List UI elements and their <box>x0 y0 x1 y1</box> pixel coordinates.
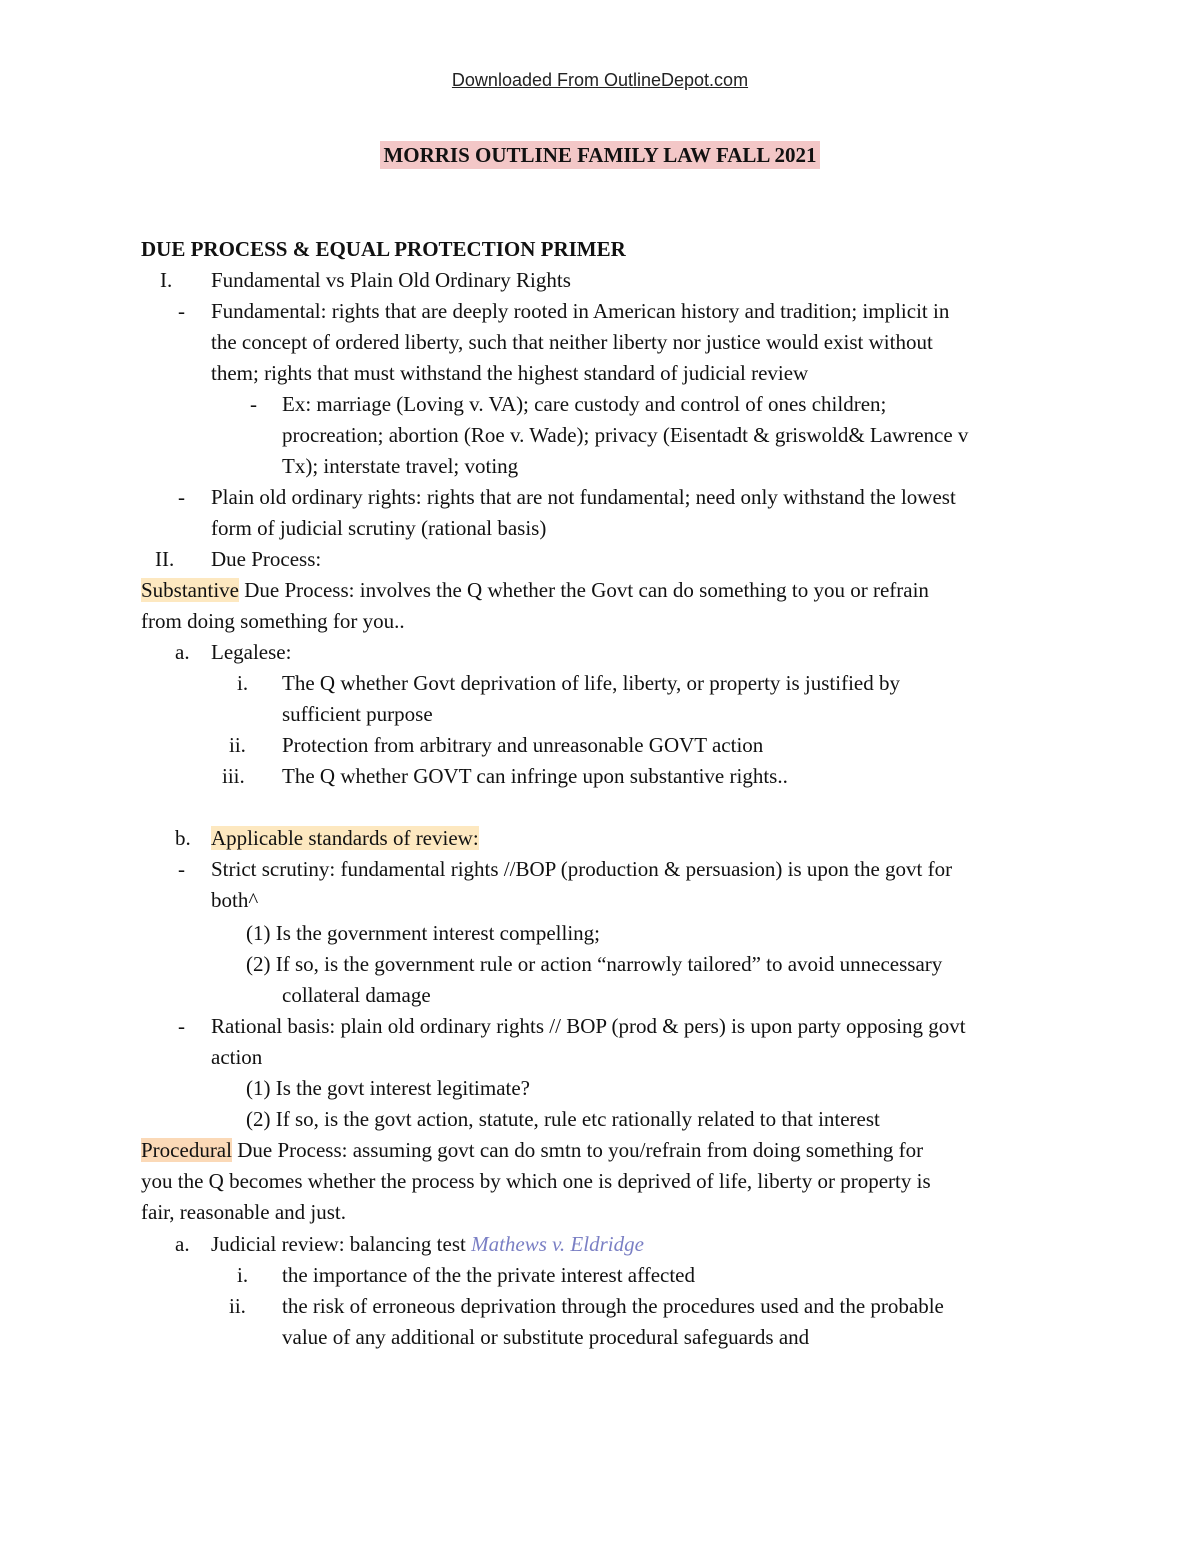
paragraph-line: you the Q becomes whether the process by which one is deprived of life, liberty or property is <box>141 1169 931 1193</box>
list-marker: ii. <box>229 1294 246 1318</box>
list-item: the importance of the the private interest affected <box>282 1263 696 1287</box>
list-item-continuation: action <box>211 1045 263 1069</box>
bullet-marker: - <box>250 392 257 416</box>
list-item: Fundamental vs Plain Old Ordinary Rights <box>211 268 571 292</box>
list-marker: I. <box>160 268 173 292</box>
numbered-item: (1) Is the government interest compelling; <box>246 921 600 945</box>
list-item-text: Judicial review: balancing test <box>211 1232 472 1256</box>
list-marker: i. <box>237 1263 249 1287</box>
list-item-continuation: the concept of ordered liberty, such that neither liberty nor justice would exist without <box>211 330 933 354</box>
list-item-continuation: value of any additional or substitute procedural safeguards and <box>282 1325 810 1349</box>
list-item <box>211 826 479 850</box>
list-item-continuation: sufficient purpose <box>282 702 433 726</box>
numbered-item: (1) Is the govt interest legitimate? <box>246 1076 530 1100</box>
numbered-item: (2) If so, is the government rule or action “narrowly tailored” to avoid unnecessary <box>246 952 943 976</box>
list-marker: a. <box>175 1232 190 1256</box>
bullet-marker: - <box>178 857 185 881</box>
list-marker: iii. <box>222 764 245 788</box>
list-item: Ex: marriage (Loving v. VA); care custody and control of ones children; <box>282 392 887 416</box>
bullet-marker: - <box>178 299 185 323</box>
list-item: Plain old ordinary rights: rights that are not fundamental; need only withstand the lowest <box>211 485 956 509</box>
paragraph-line <box>141 1138 923 1162</box>
paragraph-line: from doing something for you.. <box>141 609 405 633</box>
numbered-item: (2) If so, is the govt action, statute, rule etc rationally related to that interest <box>246 1107 880 1131</box>
paragraph-text: Due Process: involves the Q whether the Govt can do something to you or refrain <box>239 578 929 602</box>
list-item: Legalese: <box>211 640 292 664</box>
source-link[interactable]: Downloaded From OutlineDepot.com <box>451 70 749 90</box>
list-item-continuation: form of judicial scrutiny (rational basis) <box>211 516 547 540</box>
list-item: the risk of erroneous deprivation through the procedures used and the probable <box>282 1294 944 1318</box>
list-marker: a. <box>175 640 190 664</box>
list-item: The Q whether GOVT can infringe upon substantive rights.. <box>282 764 788 788</box>
list-item-continuation: both^ <box>211 888 259 912</box>
document-title: MORRIS OUTLINE FAMILY LAW FALL 2021 <box>380 141 819 169</box>
bullet-marker: - <box>178 485 185 509</box>
highlighted-term: Procedural <box>141 1138 232 1162</box>
document-title-row <box>0 143 1200 168</box>
section-heading: DUE PROCESS & EQUAL PROTECTION PRIMER <box>141 237 626 261</box>
list-item-continuation: collateral damage <box>282 983 431 1007</box>
list-item: The Q whether Govt deprivation of life, liberty, or property is justified by <box>282 671 900 695</box>
bullet-marker: - <box>178 1014 185 1038</box>
list-item: Due Process: <box>211 547 322 571</box>
paragraph-text: Due Process: assuming govt can do smtn to you/refrain from doing something for <box>231 1138 924 1162</box>
list-item-continuation: procreation; abortion (Roe v. Wade); privacy (Eisentadt & griswold& Lawrence v <box>282 423 969 447</box>
list-marker: b. <box>175 826 191 850</box>
case-citation: Mathews v. Eldridge <box>471 1232 644 1256</box>
list-marker: II. <box>155 547 175 571</box>
highlighted-term: Applicable standards of review: <box>211 826 479 850</box>
list-item-continuation: Tx); interstate travel; voting <box>282 454 519 478</box>
paragraph-line <box>141 578 929 602</box>
list-marker: i. <box>237 671 249 695</box>
list-item: Strict scrutiny: fundamental rights //BOP (production & persuasion) is upon the govt for <box>211 857 953 881</box>
list-item-continuation: them; rights that must withstand the highest standard of judicial review <box>211 361 809 385</box>
list-marker: ii. <box>229 733 246 757</box>
list-item: Fundamental: rights that are deeply rooted in American history and tradition; implicit in <box>211 299 950 323</box>
list-item <box>211 1232 644 1256</box>
paragraph-line: fair, reasonable and just. <box>141 1200 346 1224</box>
list-item: Protection from arbitrary and unreasonable GOVT action <box>282 733 764 757</box>
list-item: Rational basis: plain old ordinary rights // BOP (prod & pers) is upon party opposing govt <box>211 1014 966 1038</box>
highlighted-term: Substantive <box>141 578 239 602</box>
